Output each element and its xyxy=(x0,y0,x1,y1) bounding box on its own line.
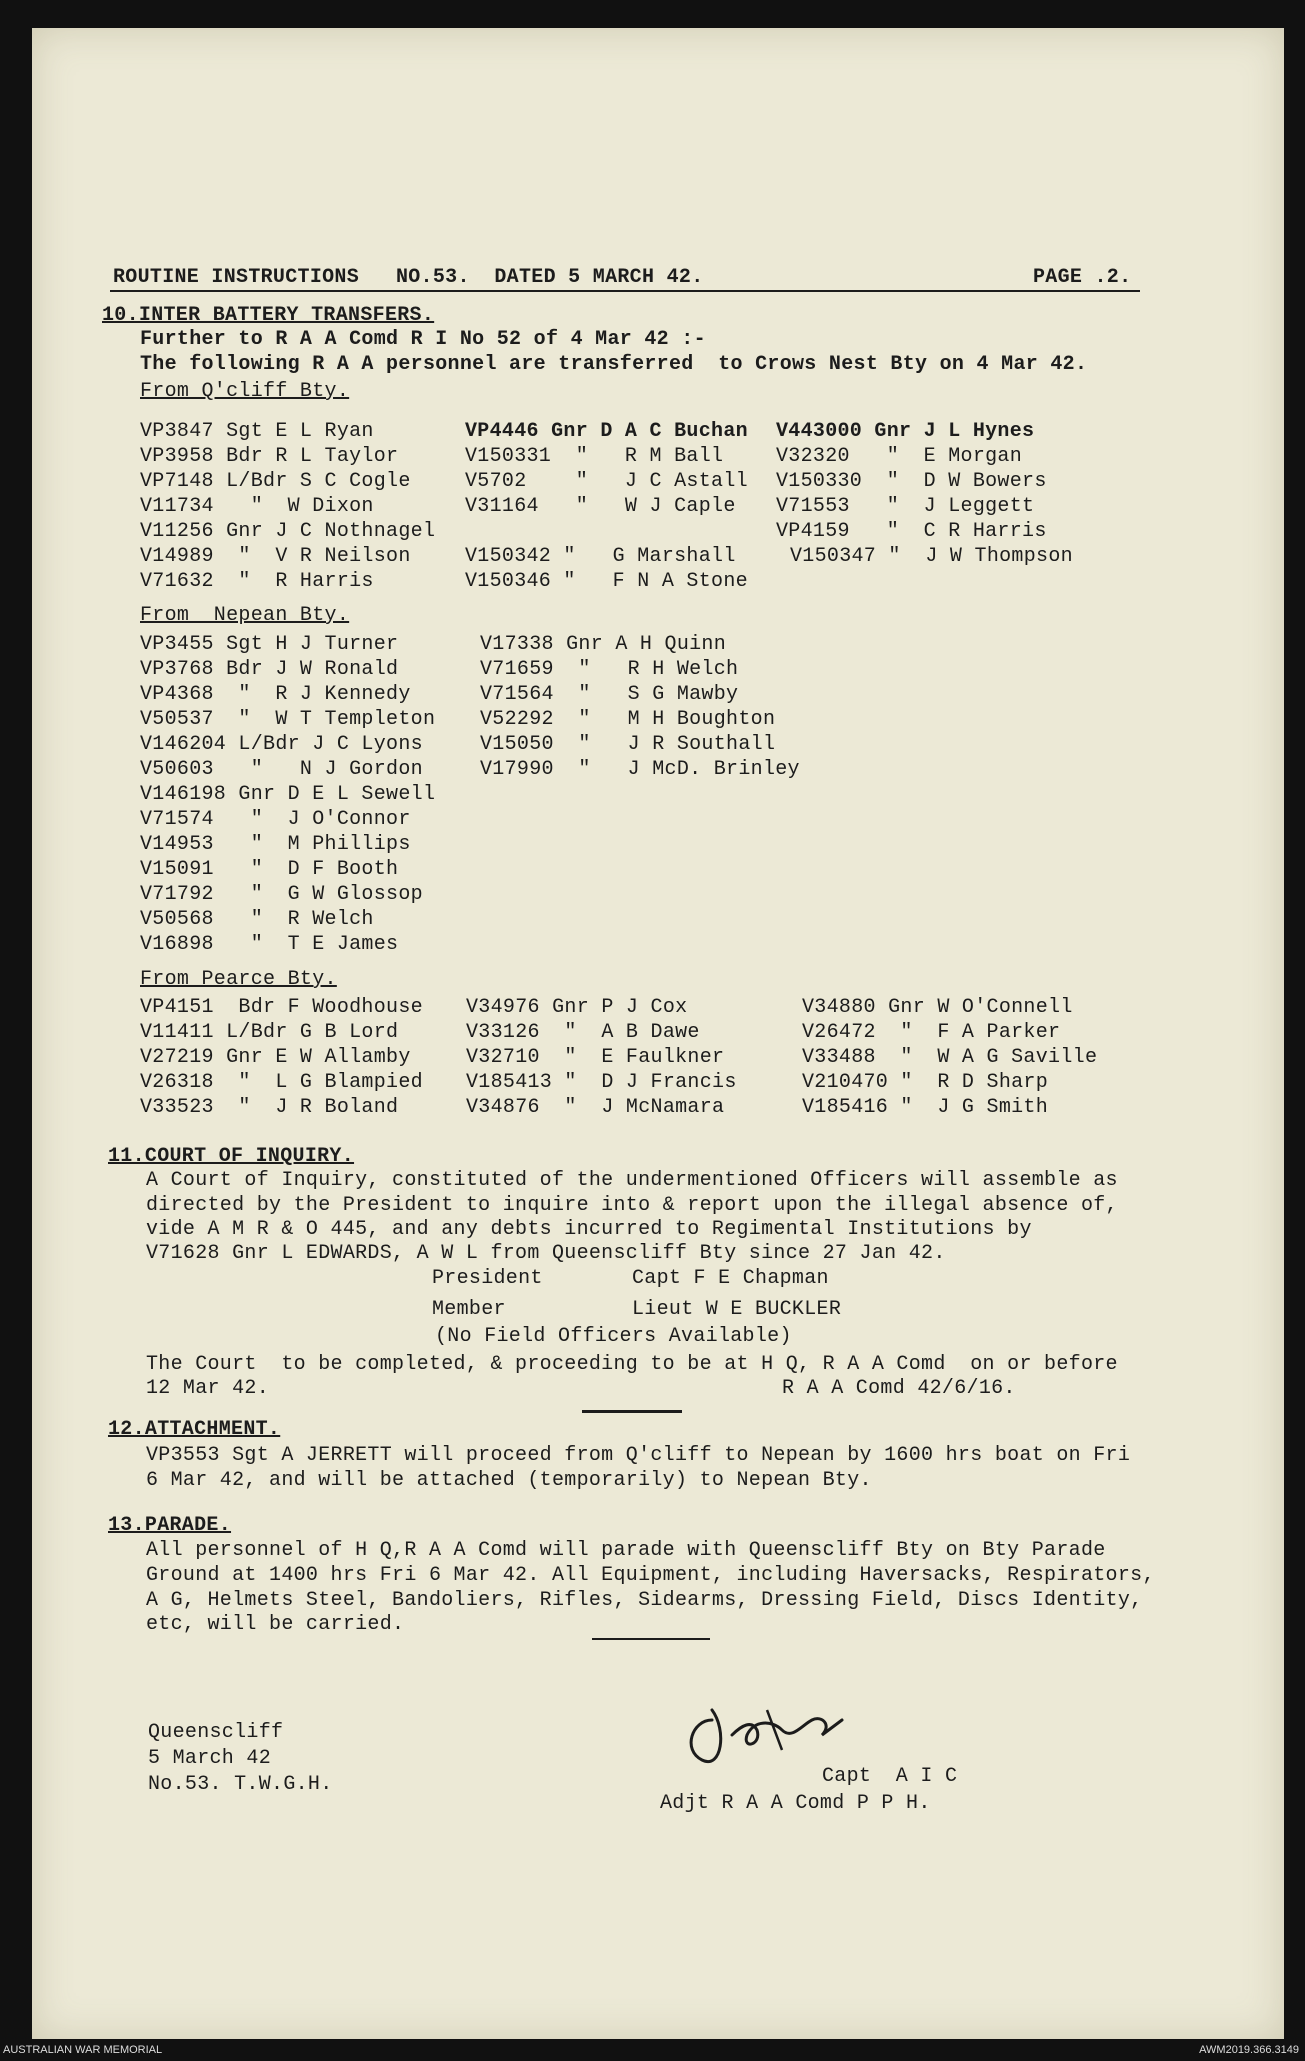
closing-date: 5 March 42 xyxy=(148,1747,272,1770)
signatory-appointment: Adjt R A A Comd P P H. xyxy=(660,1792,931,1815)
section-12-line: VP3553 Sgt A JERRETT will proceed from Q'cliff to Nepean by 1600 hrs boat on Fri xyxy=(146,1444,1131,1467)
qcliff-col3-row: VP4159 " C R Harris xyxy=(776,520,1047,543)
pearce-heading: From Pearce Bty. xyxy=(140,968,337,991)
pearce-col1-row: V27219 Gnr E W Allamby xyxy=(140,1046,411,1069)
nepean-col1-row: V71574 " J O'Connor xyxy=(140,808,411,831)
pearce-col1-row: VP4151 Bdr F Woodhouse xyxy=(140,996,423,1019)
section-13-heading: 13.PARADE. xyxy=(108,1514,232,1537)
qcliff-col1-row: V71632 " R Harris xyxy=(140,570,374,593)
closing-place: Queenscliff xyxy=(148,1721,284,1744)
qcliff-col1-row: V14989 " V R Neilson xyxy=(140,545,411,568)
section-11-reference: R A A Comd 42/6/16. xyxy=(782,1377,1016,1400)
closing-reference: No.53. T.W.G.H. xyxy=(148,1773,333,1796)
section-10-intro: Further to R A A Comd R I No 52 of 4 Mar 42 :- xyxy=(140,328,706,351)
qcliff-col2-row: V150331 " R M Ball xyxy=(465,445,724,468)
pearce-col2-row: V32710 " E Faulkner xyxy=(466,1046,725,1069)
nepean-col1-row: V146204 L/Bdr J C Lyons xyxy=(140,733,423,756)
nepean-col2-row: V71564 " S G Mawby xyxy=(480,683,739,706)
section-11-line: vide A M R & O 445, and any debts incurred to Regimental Institutions by xyxy=(146,1218,1032,1241)
section-12-heading: 12.ATTACHMENT. xyxy=(108,1418,281,1441)
section-10-heading: 10.INTER BATTERY TRANSFERS. xyxy=(102,304,435,327)
nepean-col2-row: V17990 " J McD. Brinley xyxy=(480,758,800,781)
qcliff-col3-row: V150347 " J W Thompson xyxy=(790,545,1073,568)
qcliff-col2-row: V150346 " F N A Stone xyxy=(465,570,748,593)
qcliff-col2-row: VP4446 Gnr D A C Buchan xyxy=(465,420,748,443)
nepean-col1-row: V16898 " T E James xyxy=(140,933,399,956)
qcliff-col3-row: V150330 " D W Bowers xyxy=(776,470,1047,493)
footer-accession-number: AWM2019.366.3149 xyxy=(1199,2044,1299,2056)
nepean-col2-row: V52292 " M H Boughton xyxy=(480,708,776,731)
section-10-intro: The following R A A personnel are transferred to Crows Nest Bty on 4 Mar 42. xyxy=(140,353,1088,376)
qcliff-col1-row: VP7148 L/Bdr S C Cogle xyxy=(140,470,411,493)
pearce-col3-row: V185416 " J G Smith xyxy=(802,1096,1049,1119)
president-name: Capt F E Chapman xyxy=(632,1267,829,1290)
pearce-col1-row: V11411 L/Bdr G B Lord xyxy=(140,1021,399,1044)
nepean-col1-row: VP3768 Bdr J W Ronald xyxy=(140,658,399,681)
nepean-col2-row: V17338 Gnr A H Quinn xyxy=(480,633,727,656)
signatory-rank: Capt A I C xyxy=(822,1765,958,1788)
qcliff-col3-row: V443000 Gnr J L Hynes xyxy=(776,420,1035,443)
pearce-col3-row: V33488 " W A G Saville xyxy=(802,1046,1098,1069)
nepean-col1-row: V14953 " M Phillips xyxy=(140,833,411,856)
archive-footer xyxy=(0,2039,1305,2061)
nepean-col1-row: V50537 " W T Templeton xyxy=(140,708,436,731)
pearce-col2-row: V34976 Gnr P J Cox xyxy=(466,996,688,1019)
nepean-col1-row: V50568 " R Welch xyxy=(140,908,374,931)
pearce-col1-row: V26318 " L G Blampied xyxy=(140,1071,423,1094)
section-13-line: A G, Helmets Steel, Bandoliers, Rifles, Sidearms, Dressing Field, Discs Identity, xyxy=(146,1589,1143,1612)
pearce-col3-row: V26472 " F A Parker xyxy=(802,1021,1061,1044)
member-label: Member xyxy=(432,1298,506,1321)
section-13-line: All personnel of H Q,R A A Comd will parade with Queenscliff Bty on Bty Parade xyxy=(146,1539,1106,1562)
section-divider xyxy=(582,1410,682,1413)
pearce-col3-row: V34880 Gnr W O'Connell xyxy=(802,996,1073,1019)
section-13-line: etc, will be carried. xyxy=(146,1613,405,1636)
no-field-officers: (No Field Officers Available) xyxy=(435,1325,792,1348)
nepean-col1-row: V50603 " N J Gordon xyxy=(140,758,423,781)
qcliff-col2-row: V150342 " G Marshall xyxy=(465,545,736,568)
qcliff-heading: From Q'cliff Bty. xyxy=(140,380,350,403)
nepean-heading: From Nepean Bty. xyxy=(140,604,350,627)
section-12-line: 6 Mar 42, and will be attached (temporarily) to Nepean Bty. xyxy=(146,1469,872,1492)
qcliff-col2-row: V31164 " W J Caple xyxy=(465,495,736,518)
qcliff-col1-row: VP3847 Sgt E L Ryan xyxy=(140,420,374,443)
section-11-completed: The Court to be completed, & proceeding to be at H Q, R A A Comd on or before xyxy=(146,1353,1118,1376)
pearce-col2-row: V34876 " J McNamara xyxy=(466,1096,725,1119)
section-divider xyxy=(592,1638,710,1640)
qcliff-col3-row: V71553 " J Leggett xyxy=(776,495,1035,518)
nepean-col1-row: V71792 " G W Glossop xyxy=(140,883,423,906)
qcliff-col2-row: V5702 " J C Astall xyxy=(465,470,748,493)
pearce-col1-row: V33523 " J R Boland xyxy=(140,1096,399,1119)
document-title: ROUTINE INSTRUCTIONS NO.53. DATED 5 MARCH 42. xyxy=(113,266,704,289)
qcliff-col1-row: V11734 " W Dixon xyxy=(140,495,374,518)
member-name: Lieut W E BUCKLER xyxy=(632,1298,842,1321)
qcliff-col3-row: V32320 " E Morgan xyxy=(776,445,1023,468)
section-11-line: V71628 Gnr L EDWARDS, A W L from Queenscliff Bty since 27 Jan 42. xyxy=(146,1242,946,1265)
pearce-col2-row: V33126 " A B Dawe xyxy=(466,1021,700,1044)
president-label: President xyxy=(432,1267,543,1290)
section-11-line: directed by the President to inquire into & report upon the illegal absence of, xyxy=(146,1194,1118,1217)
page-number: PAGE .2. xyxy=(1033,266,1132,289)
nepean-col1-row: V146198 Gnr D E L Sewell xyxy=(140,783,436,806)
section-11-line: A Court of Inquiry, constituted of the undermentioned Officers will assemble as xyxy=(146,1169,1118,1192)
section-11-completed: 12 Mar 42. xyxy=(146,1377,270,1400)
nepean-col1-row: V15091 " D F Booth xyxy=(140,858,399,881)
section-13-line: Ground at 1400 hrs Fri 6 Mar 42. All Equipment, including Haversacks, Respirators, xyxy=(146,1564,1155,1587)
pearce-col2-row: V185413 " D J Francis xyxy=(466,1071,737,1094)
qcliff-col1-row: VP3958 Bdr R L Taylor xyxy=(140,445,399,468)
pearce-col3-row: V210470 " R D Sharp xyxy=(802,1071,1049,1094)
header-rule xyxy=(110,290,1140,292)
qcliff-col1-row: V11256 Gnr J C Nothnagel xyxy=(140,520,436,543)
nepean-col2-row: V15050 " J R Southall xyxy=(480,733,776,756)
nepean-col1-row: VP3455 Sgt H J Turner xyxy=(140,633,399,656)
section-11-heading: 11.COURT OF INQUIRY. xyxy=(108,1145,355,1168)
nepean-col2-row: V71659 " R H Welch xyxy=(480,658,739,681)
nepean-col1-row: VP4368 " R J Kennedy xyxy=(140,683,411,706)
footer-institution: AUSTRALIAN WAR MEMORIAL xyxy=(3,2044,163,2056)
